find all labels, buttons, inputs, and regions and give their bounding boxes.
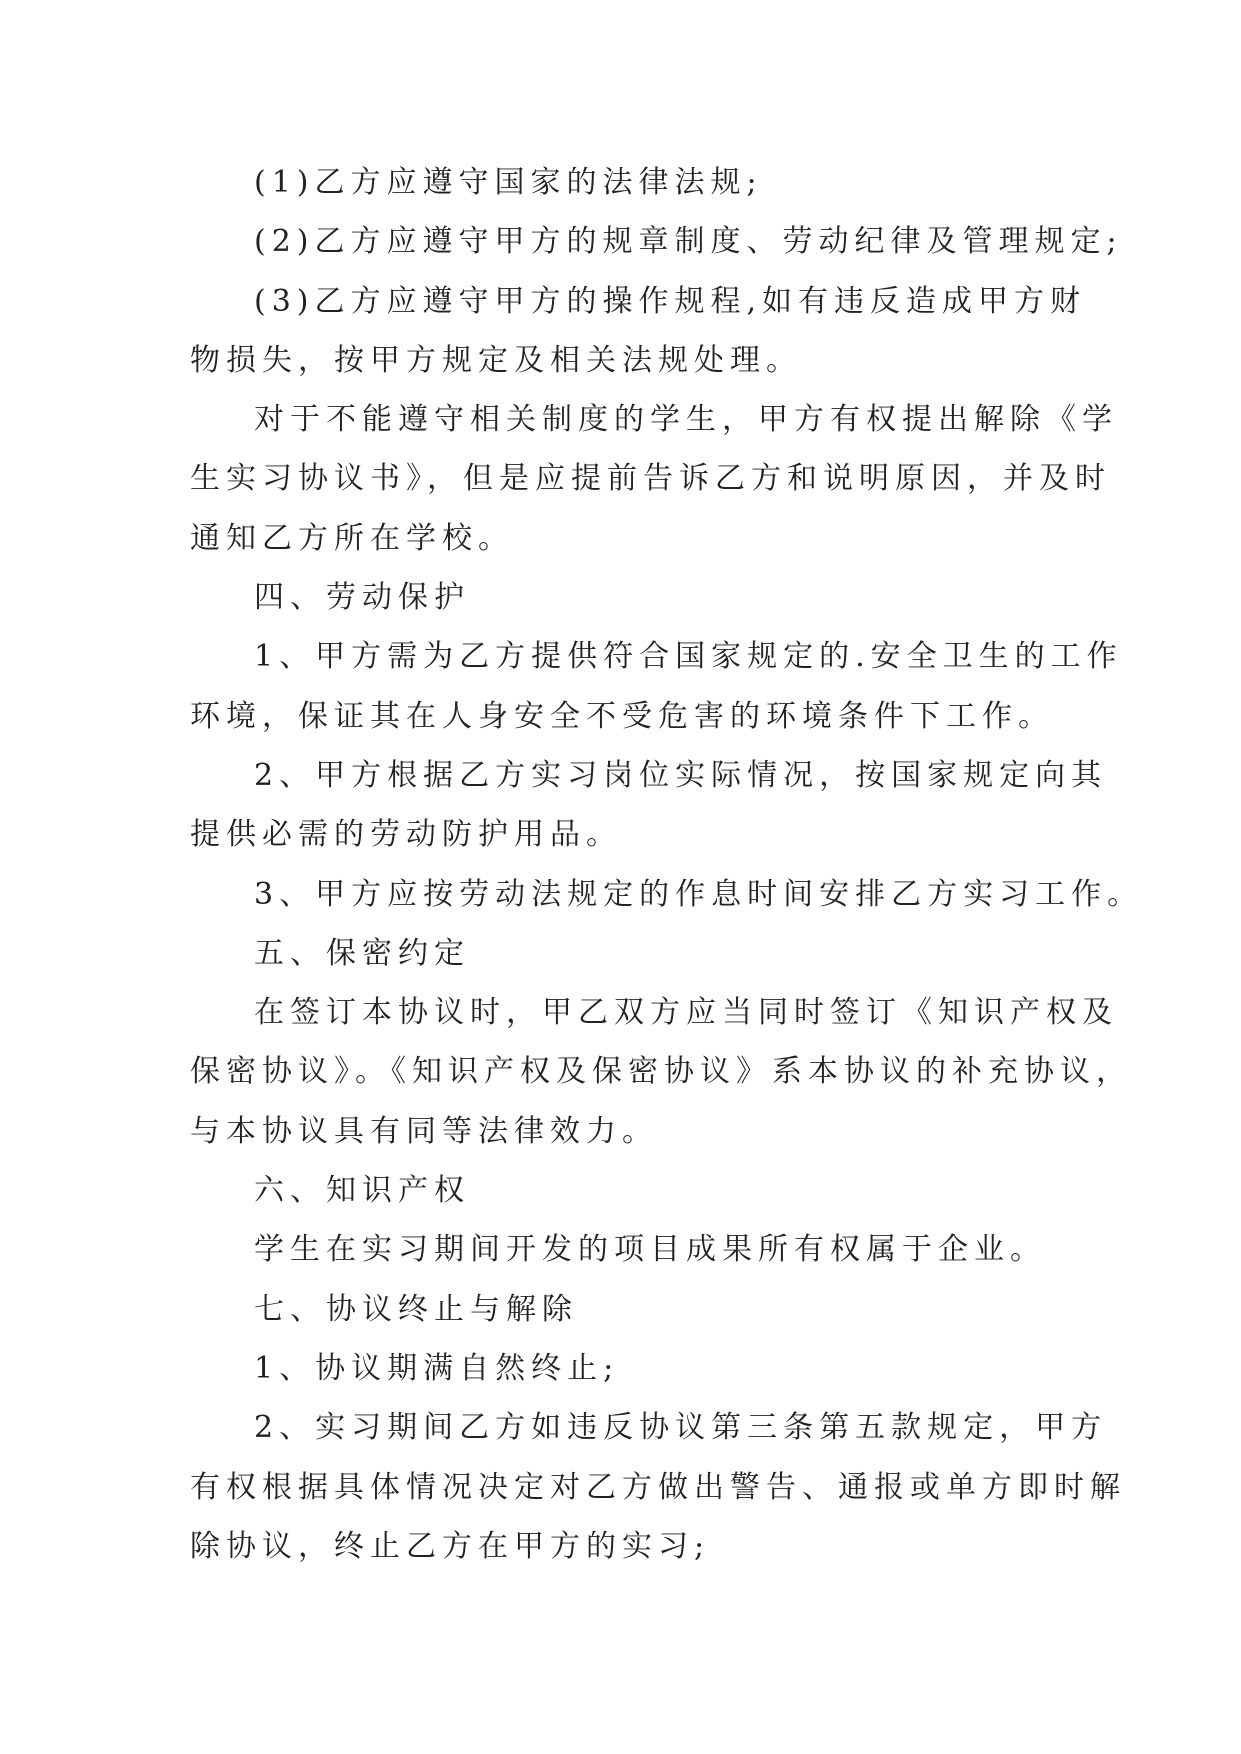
paragraph-line: 1、甲方需为乙方提供符合国家规定的.安全卫生的工作 <box>254 639 1123 675</box>
section-heading: 七、协议终止与解除 <box>254 1291 578 1327</box>
clause-line: (3)乙方应遵守甲方的操作规程,如有违反造成甲方财 <box>254 283 1087 319</box>
paragraph-line: 有权根据具体情况决定对乙方做出警告、通报或单方即时解 <box>190 1469 1126 1505</box>
paragraph-line: 除协议，终止乙方在甲方的实习; <box>190 1528 711 1564</box>
paragraph-line: 2、甲方根据乙方实习岗位实际情况，按国家规定向其 <box>254 757 1108 793</box>
section-heading: 五、保密约定 <box>254 935 470 971</box>
paragraph-line: 对于不能遵守相关制度的学生，甲方有权提出解除《学 <box>254 402 1118 438</box>
paragraph-line: 2、实习期间乙方如违反协议第三条第五款规定，甲方 <box>254 1410 1108 1446</box>
paragraph-line: 1、协议期满自然终止; <box>254 1350 620 1386</box>
clause-line: (1)乙方应遵守国家的法律法规; <box>254 165 763 200</box>
paragraph-line: 生实习协议书》，但是应提前告诉乙方和说明原因，并及时 <box>190 461 1111 497</box>
paragraph-line: 保密协议》。《知识产权及保密协议》系本协议的补充协议， <box>190 1054 1132 1090</box>
document-body <box>190 153 1144 1576</box>
paragraph-line: 通知乙方所在学校。 <box>190 520 514 556</box>
paragraph-line: 提供必需的劳动防护用品。 <box>190 817 622 853</box>
clause-line: (2)乙方应遵守甲方的规章制度、劳动纪律及管理规定; <box>254 224 1123 260</box>
paragraph-line: 在签订本协议时，甲乙双方应当同时签订《知识产权及 <box>254 995 1118 1031</box>
clause-line: 物损失，按甲方规定及相关法规处理。 <box>190 342 802 378</box>
section-heading: 六、知识产权 <box>254 1173 470 1209</box>
paragraph-line: 3、甲方应按劳动法规定的作息时间安排乙方实习工作。 <box>254 876 1144 912</box>
section-heading: 四、劳动保护 <box>254 580 470 616</box>
paragraph-line: 学生在实习期间开发的项目成果所有权属于企业。 <box>254 1232 1046 1268</box>
paragraph-line: 与本协议具有同等法律效力。 <box>190 1113 658 1149</box>
paragraph-line: 环境，保证其在人身安全不受危害的环境条件下工作。 <box>190 698 1054 734</box>
